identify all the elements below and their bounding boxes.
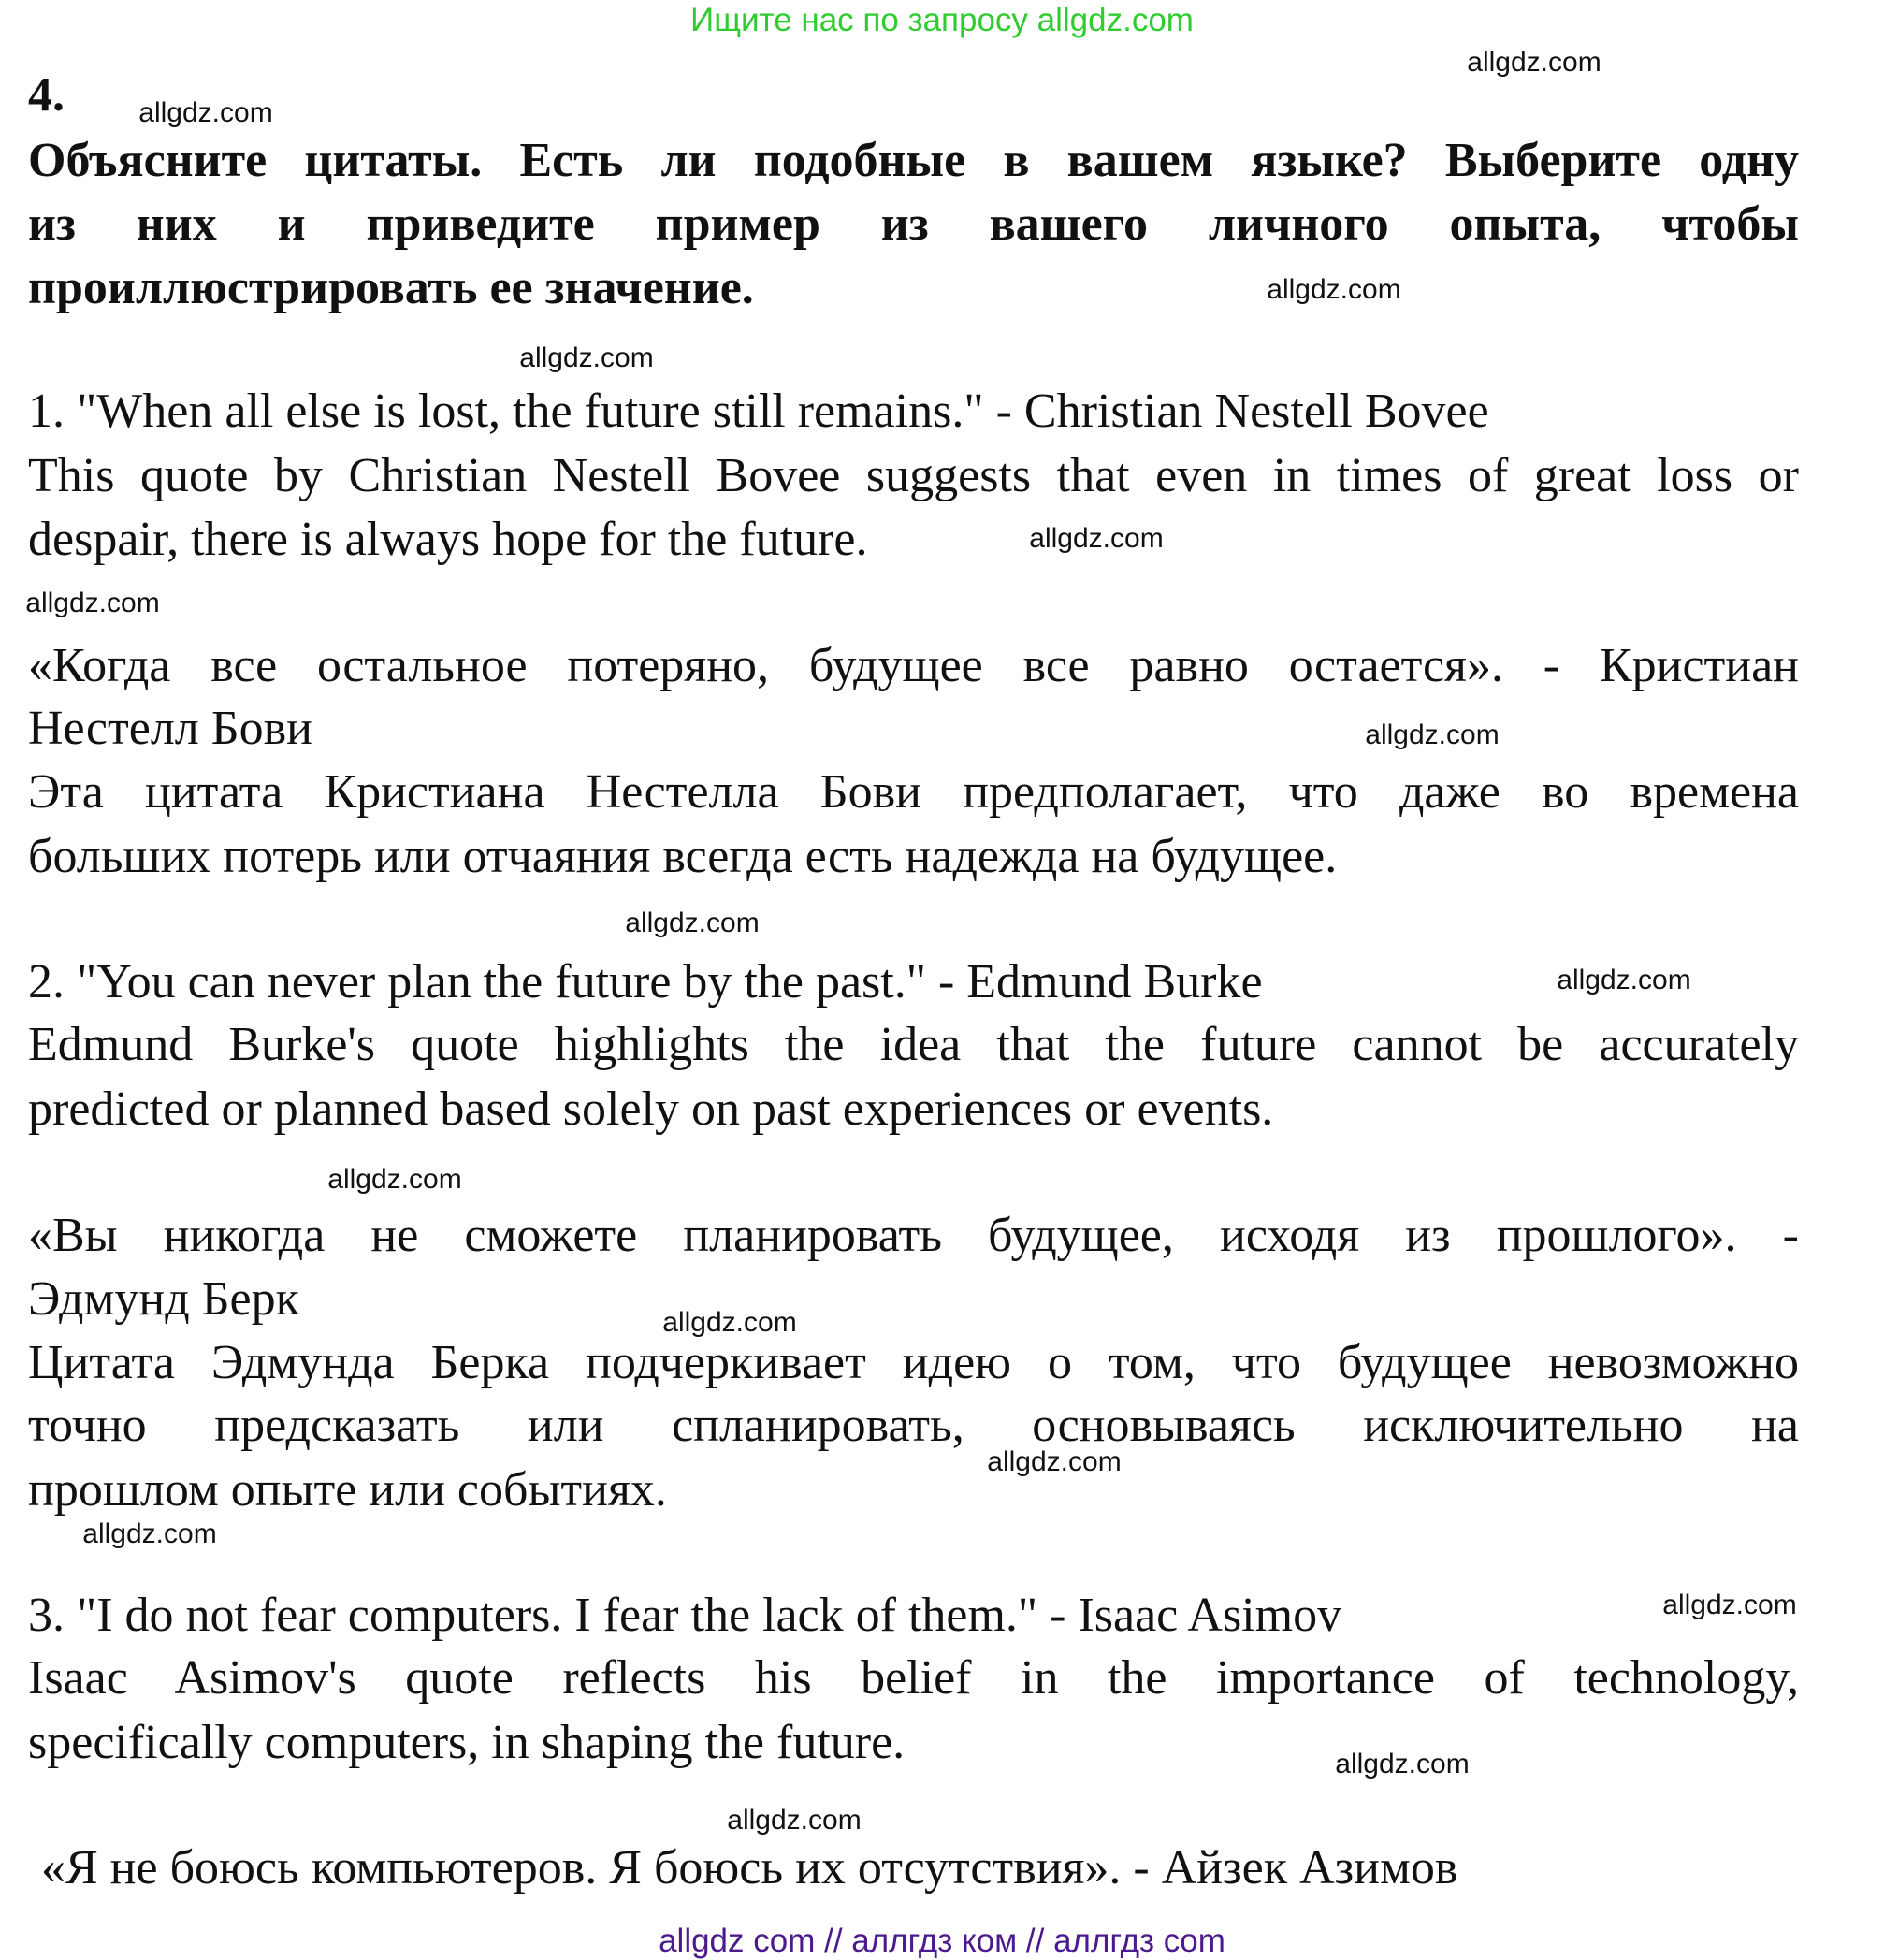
- text-line: Эдмунд Берк: [28, 1272, 299, 1326]
- task-heading-line: проиллюстрировать ее значение.: [28, 261, 754, 314]
- watermark: allgdz.com: [519, 342, 654, 373]
- text-line: прошлом опыте или событиях.: [28, 1463, 667, 1517]
- watermark: allgdz.com: [1467, 47, 1601, 78]
- text-line: despair, there is always hope for the future.: [28, 513, 868, 566]
- task-number: 4.: [28, 68, 65, 122]
- footer-watermark: allgdz com // аллгдз ком // аллгдз com: [659, 1923, 1225, 1959]
- watermark: allgdz.com: [1029, 523, 1164, 554]
- watermark: allgdz.com: [727, 1805, 862, 1836]
- text-line: «Вы никогда не сможете планировать будущее, исходя из прошлого». -: [28, 1209, 1799, 1262]
- text-line: «Когда все остальное потеряно, будущее все равно остается». - Кристиан: [28, 639, 1799, 692]
- text-line: predicted or planned based solely on past experiences or events.: [28, 1082, 1274, 1136]
- text-line: 3. "I do not fear computers. I fear the lack of them." - Isaac Asimov: [28, 1589, 1342, 1642]
- search-banner: Ищите нас по запросу allgdz.com: [690, 2, 1194, 38]
- watermark: allgdz.com: [138, 97, 273, 128]
- text-line: больших потерь или отчаяния всегда есть надежда на будущее.: [28, 830, 1338, 883]
- text-line: This quote by Christian Nestell Bovee suggests that even in times of great loss or: [28, 449, 1799, 502]
- watermark: allgdz.com: [1335, 1749, 1470, 1779]
- watermark: allgdz.com: [25, 588, 160, 618]
- watermark: allgdz.com: [1365, 719, 1500, 750]
- text-line: Цитата Эдмунда Берка подчеркивает идею о том, что будущее невозможно: [28, 1336, 1799, 1389]
- text-line: «Я не боюсь компьютеров. Я боюсь их отсутствия». - Айзек Азимов: [41, 1841, 1458, 1895]
- text-line: Isaac Asimov's quote reflects his belief in the importance of technology,: [28, 1651, 1799, 1705]
- watermark: allgdz.com: [1267, 274, 1401, 305]
- watermark: allgdz.com: [327, 1164, 462, 1195]
- task-heading-line: из них и приведите пример из вашего личного опыта, чтобы: [28, 197, 1799, 251]
- text-line: Edmund Burke's quote highlights the idea that the future cannot be accurately: [28, 1018, 1799, 1071]
- watermark: allgdz.com: [662, 1307, 797, 1338]
- text-line: 1. "When all else is lost, the future still remains." - Christian Nestell Bovee: [28, 385, 1489, 438]
- watermark: allgdz.com: [625, 907, 760, 938]
- text-line: Эта цитата Кристиана Нестелла Бови предполагает, что даже во времена: [28, 765, 1799, 819]
- text-line: specifically computers, in shaping the future.: [28, 1716, 906, 1769]
- watermark: allgdz.com: [1662, 1590, 1797, 1620]
- text-line: Нестелл Бови: [28, 702, 312, 755]
- text-line: 2. "You can never plan the future by the past." - Edmund Burke: [28, 955, 1263, 1009]
- text-line: точно предсказать или спланировать, основываясь исключительно на: [28, 1399, 1799, 1452]
- watermark: allgdz.com: [987, 1446, 1122, 1477]
- watermark: allgdz.com: [82, 1518, 217, 1549]
- watermark: allgdz.com: [1557, 965, 1691, 995]
- task-heading-line: Объясните цитаты. Есть ли подобные в вашем языке? Выберите одну: [28, 134, 1799, 187]
